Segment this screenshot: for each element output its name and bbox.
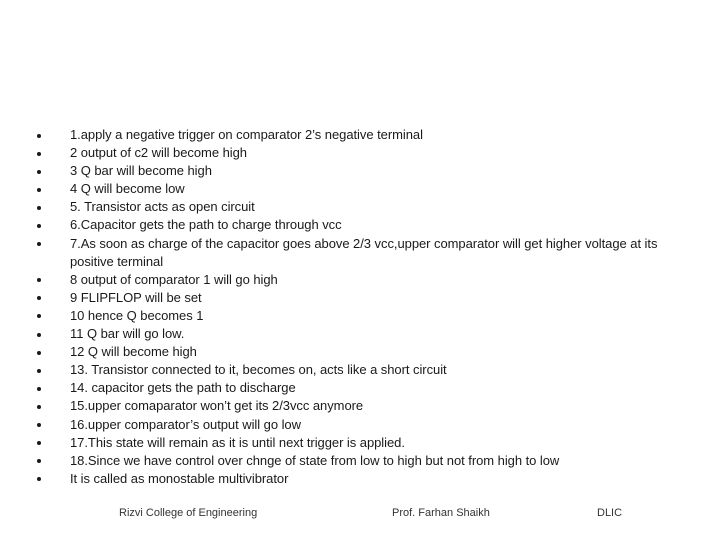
bullet-text: 11 Q bar will go low. — [70, 326, 185, 342]
bullet-item — [37, 162, 687, 180]
footer-author: Prof. Farhan Shaikh — [392, 507, 490, 519]
bullet-dot-icon — [37, 423, 41, 427]
bullet-text: 17.This state will remain as it is until next trigger is applied. — [70, 434, 405, 450]
bullet-list — [37, 126, 687, 488]
bullet-item — [37, 307, 687, 325]
bullet-dot-icon — [37, 152, 41, 156]
bullet-item — [37, 180, 687, 198]
bullet-item — [37, 198, 687, 216]
bullet-item — [37, 289, 687, 307]
bullet-dot-icon — [37, 333, 41, 337]
bullet-item — [37, 361, 687, 379]
bullet-item — [37, 470, 687, 488]
bullet-item — [37, 144, 687, 162]
bullet-text: 10 hence Q becomes 1 — [70, 307, 204, 323]
bullet-dot-icon — [37, 170, 41, 174]
bullet-item — [37, 216, 687, 234]
bullet-text: 4 Q will become low — [70, 181, 185, 197]
bullet-item — [37, 452, 687, 470]
bullet-item — [37, 235, 687, 271]
bullet-text: 16.upper comparator’s output will go low — [70, 416, 301, 432]
bullet-item — [37, 126, 687, 144]
bullet-dot-icon — [37, 351, 41, 355]
bullet-item — [37, 271, 687, 289]
bullet-text: 14. capacitor gets the path to discharge — [70, 380, 296, 396]
bullet-text: 8 output of comparator 1 will go high — [70, 271, 278, 287]
bullet-text: 1.apply a negative trigger on comparator 2’s negative terminal — [70, 127, 423, 142]
bullet-dot-icon — [37, 441, 41, 445]
bullet-dot-icon — [37, 188, 41, 192]
bullet-text: 15.upper comaparator won’t get its 2/3vcc anymore — [70, 398, 364, 414]
footer-subject: DLIC — [597, 507, 623, 519]
bullet-item — [37, 416, 687, 434]
bullet-dot-icon — [37, 387, 41, 391]
bullet-dot-icon — [37, 206, 41, 210]
bullet-item — [37, 325, 687, 343]
bullet-dot-icon — [37, 314, 41, 318]
bullet-text: 7.As soon as charge of the capacitor goes above 2/3 vcc,upper comparator will get higher voltage at its positive terminal — [70, 235, 658, 269]
bullet-text: It is called as monostable multivibrator — [70, 470, 289, 486]
bullet-dot-icon — [37, 224, 41, 228]
bullet-dot-icon — [37, 278, 41, 282]
bullet-dot-icon — [37, 296, 41, 300]
bullet-dot-icon — [37, 134, 41, 138]
bullet-text: 9 FLIPFLOP will be set — [70, 289, 202, 305]
bullet-item — [37, 434, 687, 452]
bullet-text: 12 Q will become high — [70, 344, 197, 360]
bullet-text: 6.Capacitor gets the path to charge through vcc — [70, 217, 342, 233]
bullet-dot-icon — [37, 369, 41, 373]
bullet-text: 5. Transistor acts as open circuit — [70, 199, 255, 215]
bullet-dot-icon — [37, 405, 41, 409]
footer-college-name: Rizvi College of Engineering — [119, 507, 258, 519]
bullet-item — [37, 397, 687, 415]
bullet-text: 2 output of c2 will become high — [70, 145, 247, 161]
bullet-item — [37, 379, 687, 397]
bullet-text: 13. Transistor connected to it, becomes on, acts like a short circuit — [70, 362, 447, 378]
bullet-dot-icon — [37, 459, 41, 463]
bullet-text: 18.Since we have control over chnge of state from low to high but not from high to low — [70, 452, 560, 468]
bullet-dot-icon — [37, 477, 41, 481]
bullet-item — [37, 343, 687, 361]
bullet-dot-icon — [37, 242, 41, 246]
bullet-text: 3 Q bar will become high — [70, 163, 212, 179]
